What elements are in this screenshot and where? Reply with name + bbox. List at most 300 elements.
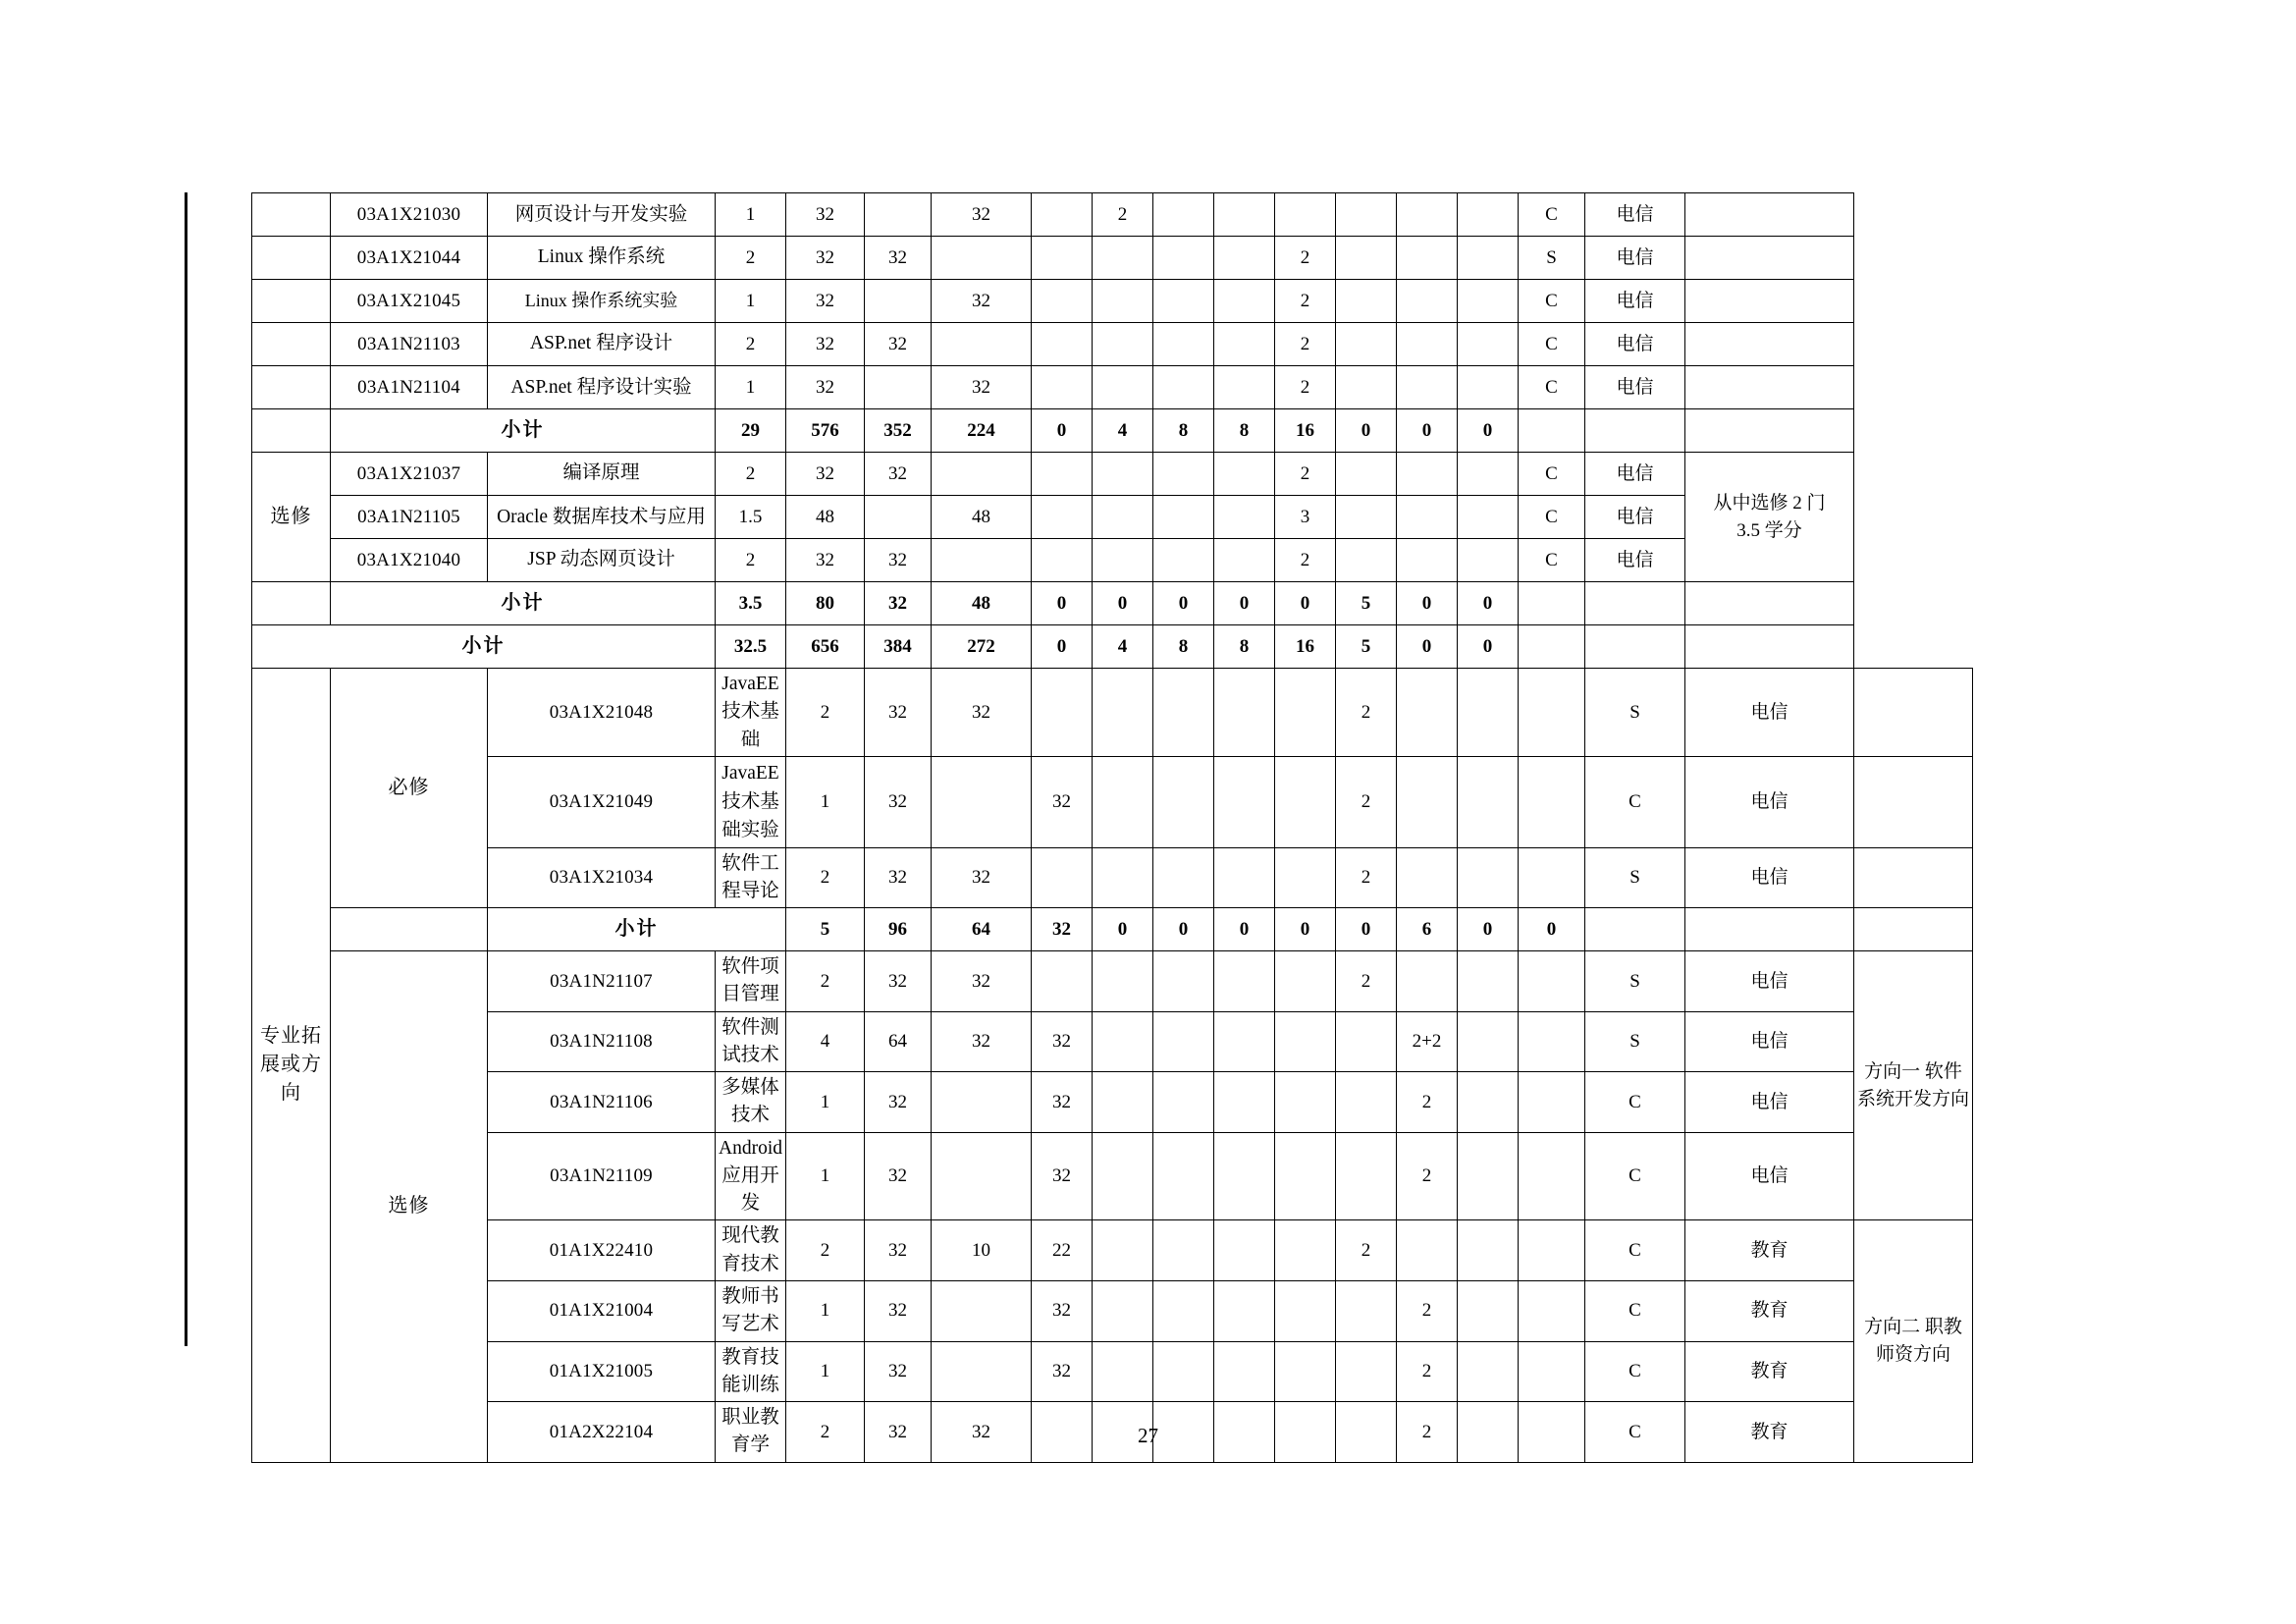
cell-assessment: C: [1519, 323, 1585, 366]
cell-total-hours: 32: [865, 1072, 932, 1133]
cell-term-5: 2: [1336, 847, 1397, 908]
cell-credit: 2: [786, 951, 865, 1012]
cell-term-5: 2: [1275, 539, 1336, 582]
cell-assessment: C: [1519, 496, 1585, 539]
cell-course-code: 03A1X21037: [331, 453, 488, 496]
cell-department: 电信: [1685, 669, 1854, 757]
cell-experiment-hours: [1032, 669, 1093, 757]
cell-lecture-hours: [932, 1281, 1032, 1342]
cell-term-7: [1397, 366, 1458, 409]
cell-credit: 1: [716, 366, 786, 409]
cell-term-7: [1458, 951, 1519, 1012]
cell-term-1: 0: [1093, 908, 1153, 951]
cell-term-2: [1093, 323, 1153, 366]
cell-term-1: [1093, 1132, 1153, 1220]
cell-term-1: 0: [1032, 582, 1093, 625]
cell-experiment-hours: 32: [932, 193, 1032, 237]
cell-total-hours: 32: [865, 951, 932, 1012]
cell-course-code: 03A1N21104: [331, 366, 488, 409]
cell-assessment: C: [1585, 1220, 1685, 1281]
cell-course-code: 03A1X21034: [488, 847, 716, 908]
cell-term-7: 0: [1397, 625, 1458, 669]
cell-term-8: [1458, 496, 1519, 539]
cell-lecture-hours: [932, 1072, 1032, 1133]
cell-total-hours: 32: [786, 539, 865, 582]
page-number: 27: [1138, 1424, 1158, 1447]
curriculum-table-wrapper: [251, 192, 1973, 1463]
cell-term-6: [1336, 193, 1397, 237]
cell-term-2: [1153, 1132, 1214, 1220]
cell-subtotal-label: 小计: [331, 582, 716, 625]
cell-term-6: [1336, 323, 1397, 366]
cell-course-code: 03A1N21109: [488, 1132, 716, 1220]
cell-assessment: C: [1519, 539, 1585, 582]
cell-term-4: [1275, 1220, 1336, 1281]
cell-term-7: [1458, 756, 1519, 847]
cell-term-8: [1458, 237, 1519, 280]
cell-department: 电信: [1585, 193, 1685, 237]
cell-term-3: 0: [1214, 908, 1275, 951]
cell-term-4: 0: [1275, 908, 1336, 951]
cell-credit: 1: [786, 1072, 865, 1133]
cell-term-7: [1397, 453, 1458, 496]
cell-term-7: [1397, 237, 1458, 280]
cell-lecture-hours: 32: [932, 951, 1032, 1012]
cell-lecture-hours: 32: [865, 453, 932, 496]
cell-term-4: [1275, 756, 1336, 847]
cell-experiment-hours: 272: [932, 625, 1032, 669]
cell-term-8: [1519, 669, 1585, 757]
cell-course-type-elective: 选修: [331, 951, 488, 1463]
cell-remark: [1854, 756, 1973, 847]
table-row: [252, 280, 1973, 323]
cell-term-3: [1153, 280, 1214, 323]
cell-term-3: [1214, 1011, 1275, 1072]
cell-term-2: [1093, 453, 1153, 496]
cell-term-4: [1275, 669, 1336, 757]
table-row: [252, 1220, 1973, 1281]
left-margin-rule: [185, 192, 187, 1346]
cell-term-6: 5: [1336, 582, 1397, 625]
cell-credit: 1: [786, 1132, 865, 1220]
cell-remark-elective-note: [1685, 453, 1854, 582]
cell-assessment: C: [1585, 1132, 1685, 1220]
cell-lecture-hours: 64: [932, 908, 1032, 951]
cell-experiment-hours: 32: [1032, 1011, 1093, 1072]
cell-course-name: ASP.net 程序设计: [488, 323, 716, 366]
cell-lecture-hours: 32: [932, 1011, 1032, 1072]
cell-term-2: [1153, 756, 1214, 847]
cell-course-name: JSP 动态网页设计: [488, 539, 716, 582]
cell-term-6: 2: [1397, 1281, 1458, 1342]
cell-course-code: 01A1X21004: [488, 1281, 716, 1342]
cell-total-hours: 32: [786, 193, 865, 237]
cell-term-5: [1336, 1341, 1397, 1402]
cell-credit: 1: [716, 280, 786, 323]
cell-term-2: 4: [1093, 625, 1153, 669]
cell-remark: [1854, 669, 1973, 757]
cell-term-8: [1519, 1072, 1585, 1133]
cell-term-4: 0: [1214, 582, 1275, 625]
cell-term-6: [1336, 539, 1397, 582]
table-row: [252, 1072, 1973, 1133]
cell-course-code: 01A2X22104: [488, 1402, 716, 1463]
cell-course-name: JavaEE 技术基础实验: [716, 756, 786, 847]
cell-assessment: [1519, 409, 1585, 453]
cell-assessment: S: [1585, 951, 1685, 1012]
table-row-grandtotal: [252, 625, 1973, 669]
cell-department: 教育: [1685, 1220, 1854, 1281]
cell-experiment-hours: 32: [1032, 908, 1093, 951]
cell-course-code: 03A1N21105: [331, 496, 488, 539]
cell-total-hours: 32: [865, 1132, 932, 1220]
cell-term-3: [1153, 453, 1214, 496]
cell-credit: 2: [786, 1402, 865, 1463]
cell-lecture-hours: [932, 756, 1032, 847]
cell-department: 电信: [1585, 280, 1685, 323]
cell-lecture-hours: [865, 496, 932, 539]
cell-experiment-hours: 32: [1032, 756, 1093, 847]
cell-assessment: C: [1585, 756, 1685, 847]
cell-experiment-hours: 32: [1032, 1281, 1093, 1342]
cell-department: 电信: [1685, 1011, 1854, 1072]
cell-remark: [1854, 908, 1973, 951]
cell-category-spacer: [252, 366, 331, 409]
cell-total-hours: 32: [865, 847, 932, 908]
cell-term-4: [1275, 847, 1336, 908]
cell-term-1: [1093, 1281, 1153, 1342]
cell-course-name: Linux 操作系统实验: [488, 280, 716, 323]
cell-term-5: [1336, 1132, 1397, 1220]
cell-department: [1585, 409, 1685, 453]
cell-term-4: [1214, 366, 1275, 409]
cell-term-5: [1336, 1011, 1397, 1072]
cell-department: 电信: [1685, 1132, 1854, 1220]
cell-term-8: [1519, 756, 1585, 847]
cell-lecture-hours: [865, 366, 932, 409]
cell-remark-direction-1: [1854, 951, 1973, 1220]
cell-total-hours: 32: [865, 1341, 932, 1402]
cell-course-name: JavaEE 技术基础: [716, 669, 786, 757]
cell-credit: 32.5: [716, 625, 786, 669]
remark-line-1: 方向一 软件: [1864, 1061, 1962, 1083]
cell-remark: [1685, 625, 1854, 669]
cell-term-3: [1153, 323, 1214, 366]
cell-term-3: [1153, 496, 1214, 539]
cell-department: 电信: [1585, 453, 1685, 496]
cell-term-1: [1093, 1220, 1153, 1281]
cell-term-2: [1153, 669, 1214, 757]
cell-term-1: [1032, 539, 1093, 582]
cell-experiment-hours: [932, 237, 1032, 280]
cell-experiment-hours: 32: [932, 280, 1032, 323]
cell-term-1: [1032, 366, 1093, 409]
cell-term-8: [1458, 366, 1519, 409]
cell-lecture-hours: 32: [865, 323, 932, 366]
cell-term-6: 5: [1336, 625, 1397, 669]
cell-term-5: 16: [1275, 625, 1336, 669]
cell-term-3: [1214, 756, 1275, 847]
cell-term-7: [1458, 1341, 1519, 1402]
cell-category-spacer: [252, 582, 331, 625]
cell-experiment-hours: [932, 453, 1032, 496]
cell-experiment-hours: 224: [932, 409, 1032, 453]
cell-course-code: 03A1N21103: [331, 323, 488, 366]
cell-course-type-required: 必修: [331, 669, 488, 908]
table-row-subtotal: [252, 908, 1973, 951]
cell-assessment: C: [1585, 1402, 1685, 1463]
cell-credit: 1: [716, 193, 786, 237]
cell-term-4: [1275, 1072, 1336, 1133]
cell-credit: 3.5: [716, 582, 786, 625]
cell-total-hours: 32: [865, 669, 932, 757]
cell-total-hours: 32: [786, 366, 865, 409]
cell-course-name: 现代教育技术: [716, 1220, 786, 1281]
cell-term-2: [1093, 496, 1153, 539]
cell-assessment: C: [1585, 1281, 1685, 1342]
remark-line-2: 3.5 学分: [1736, 519, 1802, 541]
table-row: [252, 756, 1973, 847]
cell-term-2: 4: [1093, 409, 1153, 453]
cell-term-3: [1214, 1341, 1275, 1402]
cell-remark: [1685, 280, 1854, 323]
cell-lecture-hours: 384: [865, 625, 932, 669]
cell-experiment-hours: [932, 323, 1032, 366]
cell-department: [1585, 625, 1685, 669]
cell-department: 电信: [1585, 539, 1685, 582]
cell-section-major-extension: [252, 669, 331, 1463]
cell-credit: 1: [786, 1281, 865, 1342]
cell-term-2: [1153, 847, 1214, 908]
cell-course-code: 03A1X21049: [488, 756, 716, 847]
cell-term-1: [1032, 280, 1093, 323]
cell-remark: [1854, 847, 1973, 908]
cell-term-2: [1093, 366, 1153, 409]
cell-course-name: ASP.net 程序设计实验: [488, 366, 716, 409]
cell-total-hours: 32: [865, 1402, 932, 1463]
cell-remark: [1685, 582, 1854, 625]
cell-term-6: [1336, 237, 1397, 280]
cell-remark: [1685, 193, 1854, 237]
cell-term-4: [1214, 323, 1275, 366]
table-row: [252, 237, 1973, 280]
cell-term-8: [1458, 539, 1519, 582]
cell-term-6: [1336, 496, 1397, 539]
cell-term-3: [1153, 539, 1214, 582]
cell-lecture-hours: 32: [932, 847, 1032, 908]
cell-credit: 29: [716, 409, 786, 453]
cell-term-5: 2: [1336, 669, 1397, 757]
cell-category-spacer: [252, 280, 331, 323]
cell-term-4: [1214, 280, 1275, 323]
cell-lecture-hours: 32: [865, 582, 932, 625]
cell-department: 电信: [1585, 237, 1685, 280]
cell-term-3: [1214, 1132, 1275, 1220]
cell-course-name: 软件工程导论: [716, 847, 786, 908]
cell-term-6: [1397, 756, 1458, 847]
cell-course-code: 03A1X21030: [331, 193, 488, 237]
cell-term-8: [1458, 453, 1519, 496]
table-row: [252, 669, 1973, 757]
cell-subtotal-label: 小计: [488, 908, 786, 951]
cell-term-6: 6: [1397, 908, 1458, 951]
cell-term-8: 0: [1458, 409, 1519, 453]
cell-course-code: 03A1X21044: [331, 237, 488, 280]
cell-experiment-hours: 32: [1032, 1341, 1093, 1402]
cell-total-hours: 656: [786, 625, 865, 669]
cell-credit: 2: [716, 237, 786, 280]
cell-term-1: [1032, 323, 1093, 366]
cell-term-3: 8: [1153, 625, 1214, 669]
cell-total-hours: 32: [786, 323, 865, 366]
cell-grandtotal-label: 小计: [252, 625, 716, 669]
cell-course-code: 03A1N21106: [488, 1072, 716, 1133]
cell-term-7: [1458, 1132, 1519, 1220]
cell-category-spacer: [331, 908, 488, 951]
cell-term-7: [1458, 1072, 1519, 1133]
cell-term-4: [1214, 237, 1275, 280]
cell-course-name: Android 应用开发: [716, 1132, 786, 1220]
cell-term-5: 2: [1336, 1220, 1397, 1281]
cell-course-name: 编译原理: [488, 453, 716, 496]
cell-term-6: 2: [1397, 1402, 1458, 1463]
cell-term-7: [1458, 1220, 1519, 1281]
cell-term-7: [1397, 323, 1458, 366]
cell-department: 教育: [1685, 1341, 1854, 1402]
cell-term-8: [1458, 280, 1519, 323]
cell-remark: [1685, 409, 1854, 453]
cell-total-hours: 80: [786, 582, 865, 625]
cell-assessment: [1519, 582, 1585, 625]
cell-department: [1685, 908, 1854, 951]
cell-term-2: [1093, 539, 1153, 582]
cell-lecture-hours: 10: [932, 1220, 1032, 1281]
cell-term-6: 2: [1397, 1072, 1458, 1133]
cell-lecture-hours: [865, 193, 932, 237]
cell-term-4: [1214, 496, 1275, 539]
cell-department: 教育: [1685, 1402, 1854, 1463]
cell-term-6: [1336, 280, 1397, 323]
cell-term-5: [1275, 193, 1336, 237]
cell-term-7: [1458, 1011, 1519, 1072]
cell-total-hours: 32: [786, 280, 865, 323]
cell-term-4: [1275, 951, 1336, 1012]
cell-term-3: [1214, 1072, 1275, 1133]
cell-course-name: Linux 操作系统: [488, 237, 716, 280]
cell-term-1: [1032, 496, 1093, 539]
cell-credit: 1: [786, 756, 865, 847]
cell-term-7: [1458, 669, 1519, 757]
cell-assessment: S: [1519, 237, 1585, 280]
cell-term-4: [1275, 1011, 1336, 1072]
cell-course-name: 多媒体技术: [716, 1072, 786, 1133]
cell-term-8: [1519, 951, 1585, 1012]
remark-line-2: 师资方向: [1876, 1344, 1951, 1366]
cell-department: 电信: [1685, 951, 1854, 1012]
cell-credit: 4: [786, 1011, 865, 1072]
cell-term-2: [1153, 1341, 1214, 1402]
cell-term-5: 2: [1336, 951, 1397, 1012]
cell-assessment: C: [1519, 366, 1585, 409]
remark-line-1: 从中选修 2 门: [1713, 492, 1826, 514]
cell-term-2: [1153, 1281, 1214, 1342]
cell-term-6: 2: [1397, 1341, 1458, 1402]
cell-total-hours: 64: [865, 1011, 932, 1072]
table-row: [252, 366, 1973, 409]
cell-term-1: [1093, 1341, 1153, 1402]
cell-remark: [1685, 323, 1854, 366]
cell-assessment: C: [1519, 280, 1585, 323]
cell-category-spacer: [252, 409, 331, 453]
cell-assessment: C: [1585, 1072, 1685, 1133]
cell-term-6: [1397, 1220, 1458, 1281]
cell-credit: 2: [786, 1220, 865, 1281]
cell-term-1: [1093, 951, 1153, 1012]
cell-term-3: [1214, 951, 1275, 1012]
cell-course-name: 软件项目管理: [716, 951, 786, 1012]
cell-term-6: [1336, 366, 1397, 409]
cell-category-spacer: [252, 193, 331, 237]
cell-term-5: 2: [1275, 237, 1336, 280]
cell-term-8: [1458, 193, 1519, 237]
cell-term-8: [1519, 1220, 1585, 1281]
cell-term-7: [1458, 1281, 1519, 1342]
cell-term-5: 2: [1275, 366, 1336, 409]
cell-term-2: [1153, 1011, 1214, 1072]
cell-experiment-hours: [932, 539, 1032, 582]
cell-term-4: [1275, 1281, 1336, 1342]
cell-department: 电信: [1685, 1072, 1854, 1133]
cell-experiment-hours: 48: [932, 496, 1032, 539]
cell-term-5: 16: [1275, 409, 1336, 453]
cell-term-7: [1397, 496, 1458, 539]
cell-credit: 1: [786, 1341, 865, 1402]
cell-lecture-hours: 32: [932, 1402, 1032, 1463]
cell-course-code: 03A1X21048: [488, 669, 716, 757]
cell-course-name: Oracle 数据库技术与应用: [488, 496, 716, 539]
cell-course-code: 01A1X22410: [488, 1220, 716, 1281]
cell-total-hours: 96: [865, 908, 932, 951]
remark-line-1: 方向二 职教: [1864, 1317, 1962, 1338]
cell-lecture-hours: 32: [865, 237, 932, 280]
cell-term-7: 0: [1397, 409, 1458, 453]
cell-term-6: 0: [1336, 409, 1397, 453]
cell-department: [1585, 582, 1685, 625]
cell-term-2: 0: [1093, 582, 1153, 625]
cell-term-2: [1153, 1072, 1214, 1133]
cell-term-3: [1153, 366, 1214, 409]
cell-term-4: [1214, 193, 1275, 237]
cell-course-name: 软件测试技术: [716, 1011, 786, 1072]
cell-lecture-hours: [932, 1341, 1032, 1402]
cell-experiment-hours: 48: [932, 582, 1032, 625]
cell-term-2: [1093, 237, 1153, 280]
cell-experiment-hours: 32: [932, 366, 1032, 409]
cell-experiment-hours: 22: [1032, 1220, 1093, 1281]
cell-term-4: 8: [1214, 409, 1275, 453]
cell-department: 电信: [1585, 323, 1685, 366]
cell-total-hours: 32: [865, 1281, 932, 1342]
table-row: [252, 847, 1973, 908]
cell-term-1: [1032, 193, 1093, 237]
cell-total-hours: 32: [865, 1220, 932, 1281]
cell-course-name: 教师书写艺术: [716, 1281, 786, 1342]
cell-assessment: C: [1585, 1341, 1685, 1402]
cell-term-1: [1093, 847, 1153, 908]
cell-term-5: 2: [1275, 280, 1336, 323]
cell-term-2: 2: [1093, 193, 1153, 237]
cell-total-hours: 32: [786, 237, 865, 280]
